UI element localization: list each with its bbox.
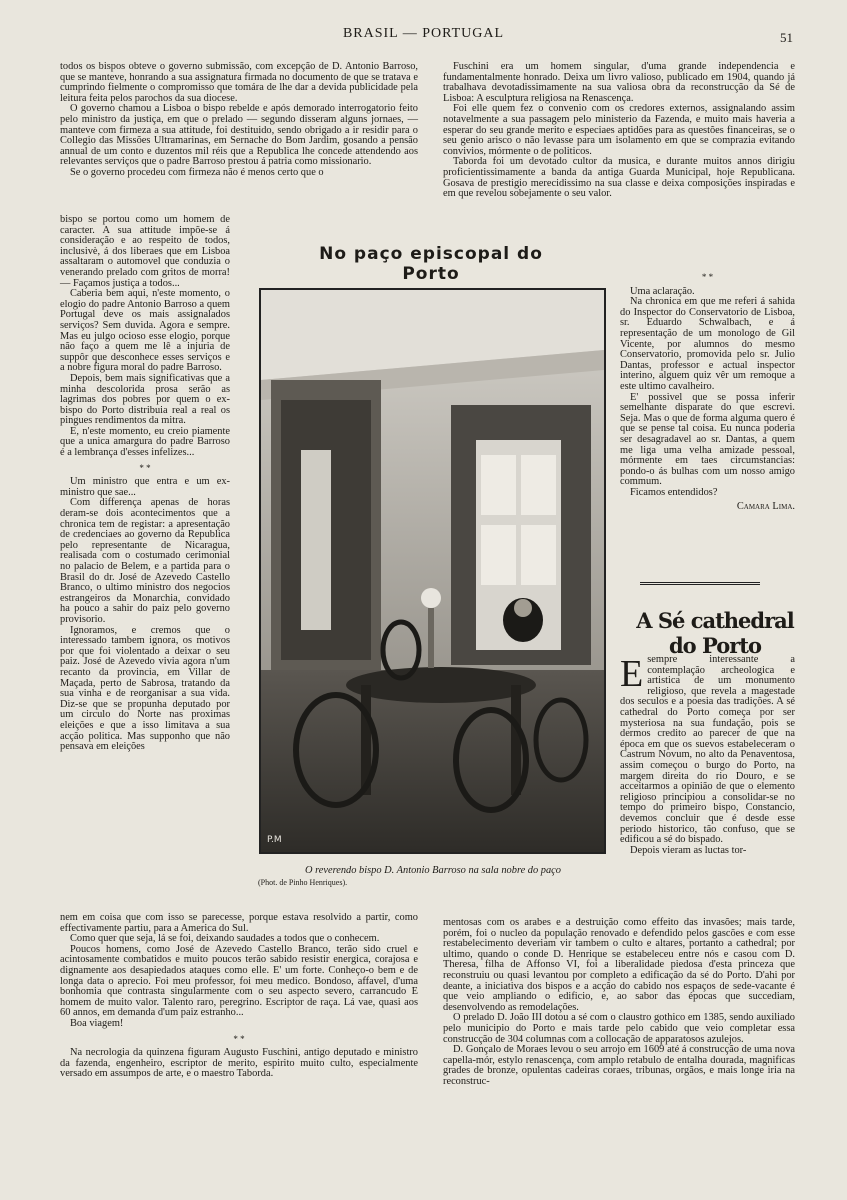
paragraph: Um ministro que entra e um ex-ministro que sae... — [60, 476, 230, 498]
drop-cap: E — [620, 653, 644, 695]
right-column-narrow — [620, 268, 795, 513]
paragraph — [620, 655, 795, 846]
paragraph: Fuschini era um homem singular, d'uma grande independencia e fundamentalmente honrado. Deixa um livro valioso, publicado em 1904, quando já trabalhava devotadissimamente na sua valiosa obra da reconstrucção da Sé de Lisboa: A esculptura religiosa na Renascença. — [443, 61, 795, 104]
paragraph: O prelado D. João III dotou a sé com o claustro gothico em 1385, sendo auxiliado pelo municipio do Porto e mais tarde pelo cabido que veio completar essa construcção de 304 columnas com a collocação de apparatosos azulejos. — [443, 1012, 795, 1045]
page-number: 51 — [780, 30, 793, 45]
paragraph: nem em coisa que com isso se parecesse, porque estava resolvido a partir, como effectivamente partiu, para a America do Sul. — [60, 912, 418, 934]
right-column-bottom — [443, 918, 795, 1088]
paragraph: Uma aclaração. — [630, 285, 695, 297]
paragraph: Na necrologia da quinzena figuram Augusto Fuschini, antigo deputado e ministro da fazenda, engenheiro, escriptor de merito, espirito muito culto, especialmente versado em assumpos de arte, e o maestro Taborda. — [60, 1047, 418, 1080]
section-rule — [640, 582, 760, 585]
photo-caption: O reverendo bispo D. Antonio Barroso na sala nobre do paço — [305, 865, 561, 876]
left-column-top — [60, 62, 418, 179]
section-separator: * * — [701, 272, 714, 282]
author-signature: Camara Lima. — [736, 501, 795, 513]
paragraph: D. Gonçalo de Moraes levou o seu arrojo em 1609 até á construcção de uma nova capella-mór, estylo renascença, com amplo retabulo de entalha dourada, magnificas grades de bronze, opulentas cadeiras coraes, tribunas, orgãos, e mais longe iria na reconstruc- — [443, 1044, 795, 1087]
paragraph: Na chronica em que me referi á sahida do Inspector do Conservatorio de Lisboa, sr. Eduardo Schwalbach, e á representação de um monologo de Gil Vicente, por alumnos do mesmo Conservatorio, promovida pelo sr. Julio Dantas, professor e actual inspector interino, alguem quiz vêr um remoque a este ultimo cavalheiro. — [620, 296, 795, 392]
photo-illustration — [261, 290, 604, 852]
left-column-narrow — [60, 215, 230, 753]
section-heading: A Sé cathedral do Porto — [636, 608, 794, 658]
paragraph: bispo se portou como um homem de caracter. A sua attitude impõe-se á consideração e ao respeito de todos, inclusivè, á dos liberaes que em Lisboa assaltaram o automovel que conduzia o venerando prelado com gritos de morra! — Façamos justiça a todos... — [60, 214, 230, 289]
right-column-top — [443, 62, 795, 200]
photo-caption-block — [258, 865, 608, 887]
paragraph: Depois vieram as luctas tor- — [630, 844, 747, 856]
running-header: BRASIL — PORTUGAL — [342, 26, 505, 41]
section-separator: * * — [139, 462, 151, 473]
paragraph: mentosas com os arabes e a destruição como effeito das invasões; mais tarde, porém, foi o nucleo da população renovado e defendido pelos gascões e com esse restabelecimento deveriam vir tambem o culto e altares, portanto a cathedral; por ultimo, quando o conde D. Henrique se estabeleceu entre nós e casou com D. Theresa, filha de Affonso VI, foi a liberalidade piedosa d'esta princeza que reconstruiu ou quasi levantou por completo a edificação da sé do Porto. D'ahi por deante, a iniciativa dos bispos e a acção do cabido nos espaços de sede-vacante é que veio ampliando o edificio, e, ao sabor das épocas que succediam, desenvolvendo as remodelações. — [443, 917, 795, 1013]
paragraph: Se o governo procedeu com firmeza não é menos certo que o — [70, 166, 324, 178]
section-separator: * * — [233, 1033, 245, 1044]
paragraph: Com differença apenas de horas deram-se dois acontecimentos que a chronica tem de registar: a apresentação de credenciaes ao governo da Republica pelo representante de Nicaragua, realisada com o costumado cerimonial no palacio de Belem, e a partida para o Brasil do dr. José de Azevedo Castello Branco, o ultimo ministro dos negocios estrangeiros da Monarchia, convidado ha pouco a sahir do paiz pelo governo provisorio. — [60, 497, 230, 625]
photo-credit: (Phot. de Pinho Henriques). — [258, 878, 348, 887]
paragraph: O governo chamou a Lisboa o bispo rebelde e após demorado interrogatorio feito pelo ministro da justiça, em que o prelado — segundo disseram alguns jornaes, — manteve com firmeza a sua attitude, foi destituido, sendo obrigado a ir residir para o Collegio das Missões Ultramarinas, em Sernache do Bom Jardim, gosando a pensão annual de um conto e duzentos mil réis que a Republica lhe concede attendendo aos relevantes serviços que o padre Barroso prestou á patria como missionario. — [60, 103, 418, 168]
photograph-bishop-in-hall — [259, 288, 606, 854]
paragraph: E, n'este momento, eu creio piamente que a unica amargura do padre Barroso é a lembrança d'esses infelizes... — [60, 425, 230, 459]
paragraph: Taborda foi um devotado cultor da musica, e durante muitos annos dirigiu proficientissimamente a banda da antiga Guarda Municipal, hoje Republicana. Gosava de prestigio merecidissimo na sua classe e deixa composições inspiradas e em que revelou sobejamente o seu valor. — [443, 156, 795, 200]
paragraph: Depois, bem mais significativas que a minha descolorida prosa serão as lagrimas dos pobres por quem o ex-bispo do Porto distribuia real a real os pingues rendimentos da mitra. — [60, 372, 230, 427]
paragraph: Como quer que seja, lá se foi, deixando saudades a todos que o conhecem. — [70, 933, 380, 945]
paragraph: todos os bispos obteve o governo submissão, com excepção de D. Antonio Barroso, que se manteve, honrando a sua assignatura firmada no documento de que se tratava e cumprindo fielmente o compromisso que tomára de lhe dar a devida publicidade pela leitura feita pelos parochos da sua diocese. — [60, 61, 418, 104]
paragraph: Caberia bem aqui, n'este momento, o elogio do padre Antonio Barroso a quem Portugal deve os mais assignalados serviços? Sem duvida. Agora e sempre. Mas eu julgo ocioso esse elogio, porque não faço a quem me lê a injuria de suppôr que desconhece esses serviços e a nobre figura moral do padre Barroso. — [60, 288, 230, 374]
paragraph: Boa viagem! — [70, 1017, 124, 1029]
photo-title: No paço episcopal do Porto — [319, 244, 543, 284]
photo-monogram: P.M — [267, 835, 282, 845]
left-column-bottom — [60, 913, 418, 1080]
paragraph: Foi elle quem fez o convenio com os credores externos, assignalando assim notavelmente a sua passagem pelo ministerio da Fazenda, e muito mais haveria a esperar do seu grande merito e especiaes aptidões para as questões financeiras, se o seu genio arisco o não levasse para um isolamento em que se comprazia evitando convivios, mórmente o de politicos. — [443, 103, 795, 157]
paragraph: Ignoramos, e cremos que o interessado tambem ignora, os motivos por que foi violentado a deixar o seu paiz. José de Azevedo vivia agora n'um recanto da provincia, em Villar de Maçada, perto de Sabrosa, tratando da sua vinha e de reorganisar a sua vida. Diz-se que se propunha deputado por um circulo do Norte nas proximas eleições e que a isso limitava a sua acção politica. Mas supponho que não pensava em eleições — [60, 624, 230, 753]
paragraph: E' possivel que se possa inferir semelhante disparate do que escrevi. Seja. Mas o que de forma alguma quero é que se pense tal coisa. Eu nunca poderia ser desagradavel ao sr. Dantas, a quem me liga uma velha amizade pessoal, mórmente em taes circumstancias: pondo-o ás bulhas com um nosso amigo commum. — [620, 391, 795, 488]
paragraph-text: sempre interessante a contemplação archeologica e artistica de um monumento religioso, que revela a magestade dos seculos e a poesia das tradições. A sé cathedral do Porto começa por ser mysteriosa na sua fundação, pois se dermos credito ao parecer de que na época em que os suevos estabeleceram o Castrum Novum, no alto da Penaventosa, assim começou o burgo do Porto, na margem direita do rio Douro, e se acceitarmos a opinião de que o elemento religioso principiou a consolidar-se no tempo do primeiro bispo, Constancio, devemos concluir que é desde esse periodo historico, tão confuso, que se edificou a sé do bispado. — [620, 654, 795, 846]
paragraph: Ficamos entendidos? — [630, 486, 718, 498]
paragraph: Poucos homens, como José de Azevedo Castello Branco, terão sido cruel e acintosamente combatidos e muito poucos terão sabido resistir energica, corajosa e dignamente aos desapiedados ataques como elle. E' um forte. Conheço-o bem e de longa data o aprecio. Foi meu professor, foi meu medico. Bondoso, affavel, d'uma bonhomia que contrasta singularmente com o seu aspecto severo, carrancudo E homem de muito valor. Talento raro, peregrino. Escriptor de raça. Lá vae, quasi aos 60 annos, em demanda d'um paiz estranho... — [60, 943, 418, 1019]
right-column-narrow-2 — [620, 655, 795, 856]
